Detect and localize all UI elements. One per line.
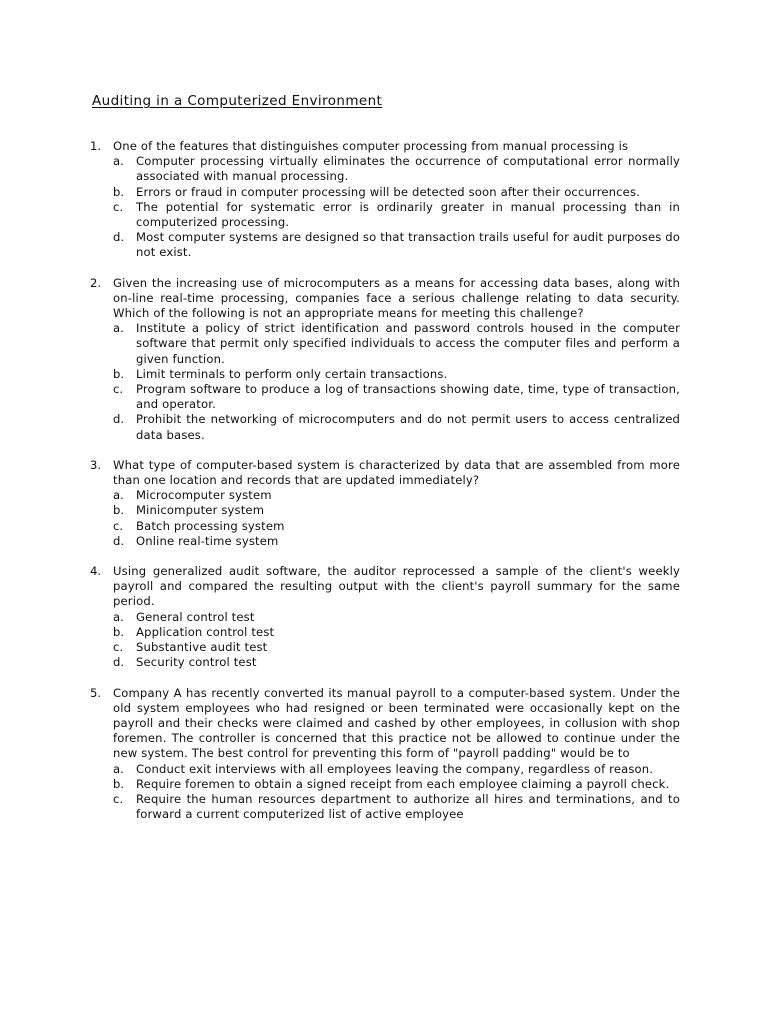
choice-text: Minicomputer system [136,503,265,518]
question-stem: Using generalized audit software, the auditor reprocessed a sample of the client's weekly payroll and compared the resulting output with the client's payroll summary for the same period. [113,564,680,609]
choice-text: Prohibit the networking of microcomputers and do not permit users to access centralized data bases. [136,412,680,442]
answer-choice [113,792,680,822]
choice-letter: d. [113,533,125,548]
question-number: 3. [90,457,102,472]
question-item [90,564,680,670]
answer-choices [113,321,680,443]
choice-text: Limit terminals to perform only certain transactions. [136,366,448,381]
choice-text: Conduct exit interviews with all employees leaving the company, regardless of reason. [136,761,654,776]
question-item [90,276,680,443]
choice-letter: c. [113,640,124,655]
question-number: 2. [90,275,102,290]
answer-choice [113,503,680,518]
answer-choices [113,762,680,823]
question-body [113,139,680,261]
choice-text: Substantive audit test [136,640,268,655]
question-body [113,458,680,549]
choice-text: Online real-time system [136,533,279,548]
answer-choices [113,154,680,260]
question-body [113,276,680,443]
question-list [90,139,680,837]
answer-choice [113,367,680,382]
answer-choice [113,200,680,230]
choice-letter: a. [113,321,124,336]
choice-letter: c. [113,518,124,533]
choice-letter: b. [113,366,125,381]
choice-letter: b. [113,776,125,791]
answer-choice [113,762,680,777]
choice-letter: c. [113,382,124,397]
question-stem: Company A has recently converted its manual payroll to a computer-based system. Under the old system employees who had resigned or been terminated were occasionally kept on the payroll and their checks were claimed and cashed by other employees, in collusion with shop foremen. The controller is concerned that this practice not be allowed to continue under the new system. The best control for preventing this form of "payroll padding" would be to [113,685,680,761]
answer-choice [113,519,680,534]
choice-letter: b. [113,624,125,639]
choice-text: Errors or fraud in computer processing will be detected soon after their occurrences. [136,184,640,199]
question-item [90,458,680,549]
choice-text: Require foremen to obtain a signed receipt from each employee claiming a payroll check. [136,776,670,791]
question-number: 4. [90,564,102,579]
question-body [113,564,680,670]
answer-choice [113,534,680,549]
choice-text: The potential for systematic error is ordinarily greater in manual processing than in computerized processing. [136,199,680,230]
choice-letter: b. [113,184,125,199]
answer-choice [113,382,680,412]
choice-text: Batch processing system [136,518,285,533]
choice-letter: a. [113,761,124,776]
choice-letter: d. [113,655,125,670]
choice-letter: a. [113,154,124,169]
choice-text: Security control test [136,655,257,670]
answer-choice [113,412,680,442]
choice-text: Computer processing virtually eliminates the occurrence of computational error normally associated with manual processing. [136,154,680,184]
question-number: 5. [90,685,102,700]
question-item [90,686,680,823]
choice-text: Most computer systems are designed so that transaction trails useful for audit purposes do not exist. [136,230,681,260]
answer-choice [113,185,680,200]
answer-choice [113,777,680,792]
question-number: 1. [90,139,102,153]
choice-text: General control test [136,609,255,624]
choice-letter: b. [113,503,125,518]
answer-choice [113,488,680,503]
question-item [90,139,680,261]
answer-choices [113,610,680,671]
question-body [113,686,680,823]
choice-text: Application control test [136,624,275,639]
choice-letter: a. [113,488,124,503]
answer-choice [113,321,680,367]
answer-choices [113,488,680,549]
choice-letter: a. [113,609,124,624]
answer-choice [113,655,680,670]
answer-choice [113,154,680,184]
answer-choice [113,625,680,640]
choice-text: Institute a policy of strict identification and password controls housed in the computer software that permit only specified individuals to access the computer files and perform a given function. [136,321,680,366]
choice-letter: c. [113,199,124,214]
answer-choice [113,610,680,625]
choice-letter: d. [113,412,125,427]
answer-choice [113,230,680,260]
question-stem: One of the features that distinguishes computer processing from manual processing is [113,139,629,153]
answer-choice [113,640,680,655]
choice-text: Require the human resources department to authorize all hires and terminations, and to forward a current computerized list of active employee [136,791,680,822]
choice-text: Program software to produce a log of transactions showing date, time, type of transaction, and operator. [136,382,680,412]
choice-letter: c. [113,791,124,806]
document-title: Auditing in a Computerized Environment [92,93,383,109]
choice-text: Microcomputer system [136,488,272,503]
question-stem: What type of computer-based system is characterized by data that are assembled from more than one location and records that are updated immediately? [113,457,680,488]
choice-letter: d. [113,230,125,245]
question-stem: Given the increasing use of microcomputers as a means for accessing data bases, along with on-line real-time processing, companies face a serious challenge relating to data security. Which of the following is not an appropriate means for meeting this challenge? [113,275,680,321]
